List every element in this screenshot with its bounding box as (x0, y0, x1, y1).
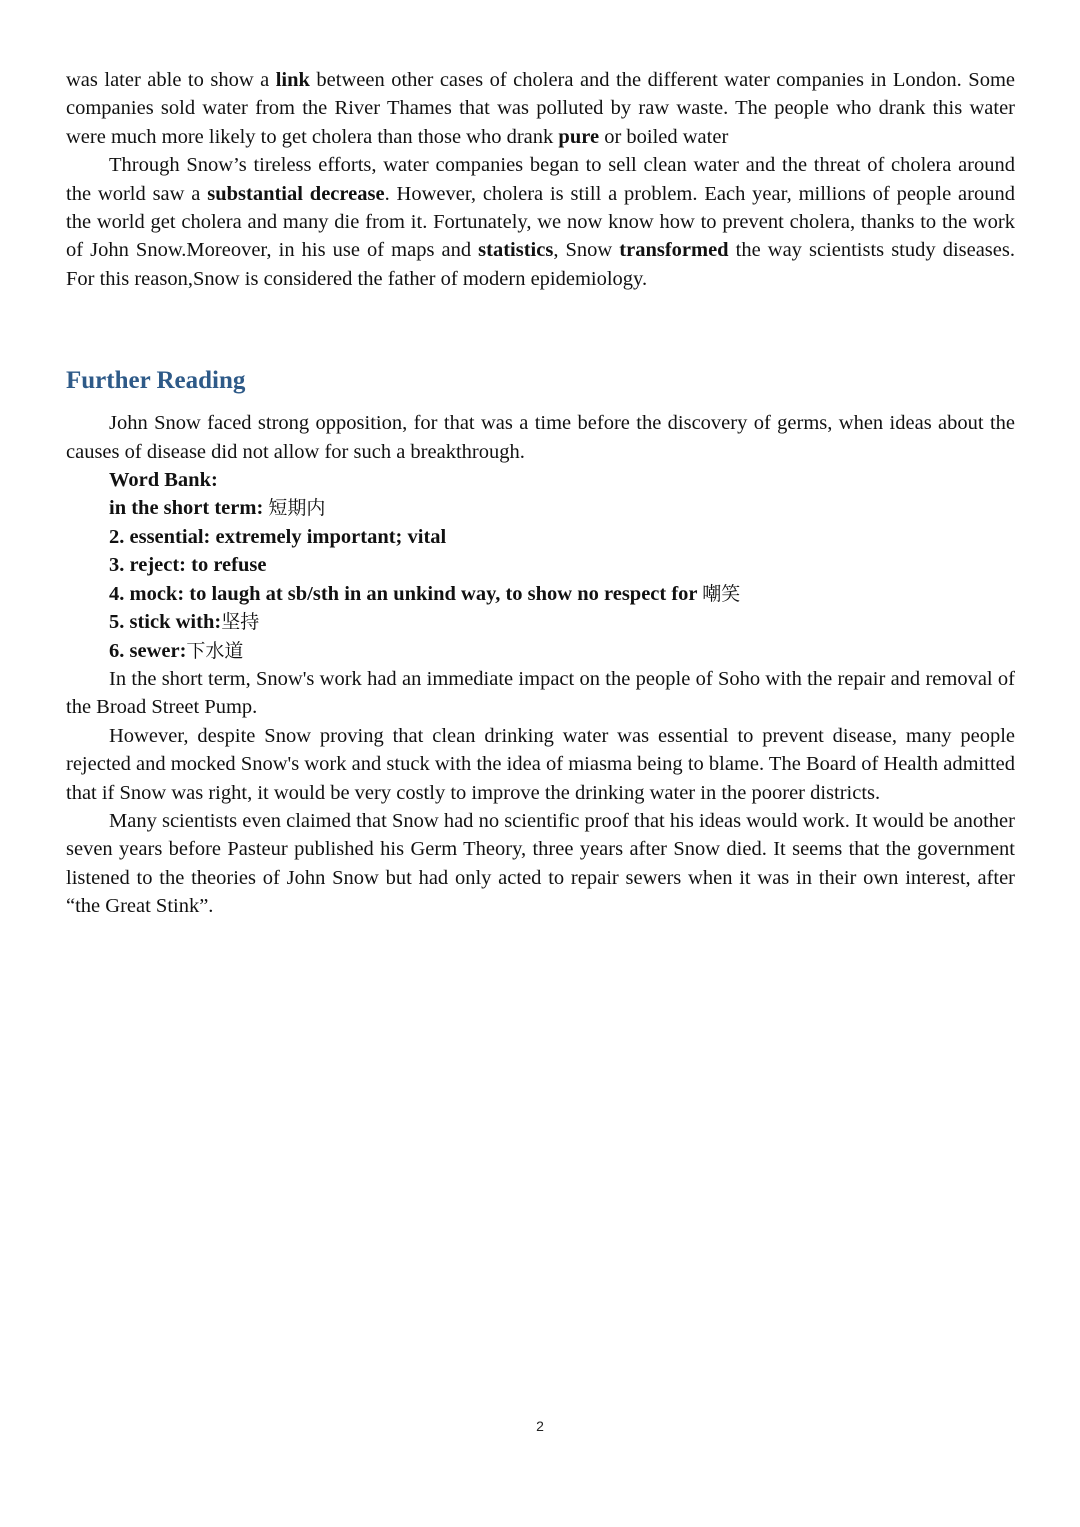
text-run: , Snow (553, 239, 620, 262)
word-bank-translation: 下水道 (186, 639, 244, 662)
word-bank (66, 466, 1015, 665)
keyword-substantial-decrease: substantial decrease (207, 182, 385, 205)
page-number: 2 (536, 1418, 544, 1434)
further-reading-paragraph-4: Many scientists even claimed that Snow had no scientific proof that his ideas would work. It would be another seven years before Pasteur published his Germ Theory, three years after Snow died. It seems that the government listened to the theories of John Snow but had only acted to repair sewers when it was in their own interest, after “the Great Stink”. (66, 809, 1015, 918)
word-bank-item (66, 580, 1015, 608)
text-run: or boiled water (599, 125, 729, 148)
text-run: between other cases of cholera and the different water companies in London. Some companies sold water from the River Thames that was polluted by raw waste. The people who drank this water were much more likely to get cholera than those who drank (66, 69, 1015, 148)
intro-paragraph-1 (66, 66, 1015, 151)
word-bank-translation: 短期内 (268, 497, 326, 520)
text-run: was later able to show a (66, 69, 276, 91)
word-bank-term: 2. essential: extremely important; vital (109, 525, 447, 548)
word-bank-item (66, 523, 1015, 551)
word-bank-term: 3. reject: to refuse (109, 554, 267, 577)
word-bank-item (66, 608, 1015, 636)
keyword-pure: pure (558, 125, 600, 148)
further-reading-paragraph-2: In the short term, Snow's work had an immediate impact on the people of Soho with the repair and removal of the Broad Street Pump. (66, 667, 1015, 719)
keyword-link: link (275, 69, 310, 91)
further-reading-paragraph-3: However, despite Snow proving that clean drinking water was essential to prevent disease, many people rejected and mocked Snow's work and stuck with the idea of miasma being to blame. The Board of Health admitted that if Snow was right, it would be very costly to improve the drinking water in the poorer districts. (66, 724, 1015, 804)
intro-paragraph-2 (66, 151, 1015, 293)
further-reading-heading: Further Reading (66, 367, 246, 395)
word-bank-translation: 嘲笑 (702, 582, 741, 605)
text-run: the way scientists study diseases. For this reason,Snow is considered the father of modern epidemiology. (66, 239, 1015, 290)
document-page (66, 66, 1015, 921)
text-run: Through Snow’s tireless efforts, water companies began to sell clean water and the threat of cholera around the world saw a (66, 154, 1015, 205)
word-bank-term: in the short term: (109, 497, 269, 520)
word-bank-term: 6. sewer: (109, 639, 187, 662)
word-bank-item (66, 494, 1015, 522)
word-bank-term: 4. mock: to laugh at sb/sth in an unkind way, to show no respect for (109, 582, 703, 605)
word-bank-item (66, 551, 1015, 579)
word-bank-term: 5. stick with: (109, 611, 222, 634)
word-bank-item (66, 637, 1015, 665)
keyword-statistics: statistics (478, 239, 554, 262)
text-run: . However, cholera is still a problem. Each year, millions of people around the world get cholera and many die from it. Fortunately, we now know how to prevent cholera, thanks to the work of John Snow.Moreover, in his use of maps and (66, 182, 1015, 262)
word-bank-title: Word Bank: (109, 469, 218, 492)
further-reading-paragraph-1: John Snow faced strong opposition, for that was a time before the discovery of germs, when ideas about the causes of disease did not allow for such a breakthrough. (66, 412, 1015, 463)
word-bank-translation: 坚持 (221, 611, 260, 634)
keyword-transformed: transformed (619, 239, 729, 262)
